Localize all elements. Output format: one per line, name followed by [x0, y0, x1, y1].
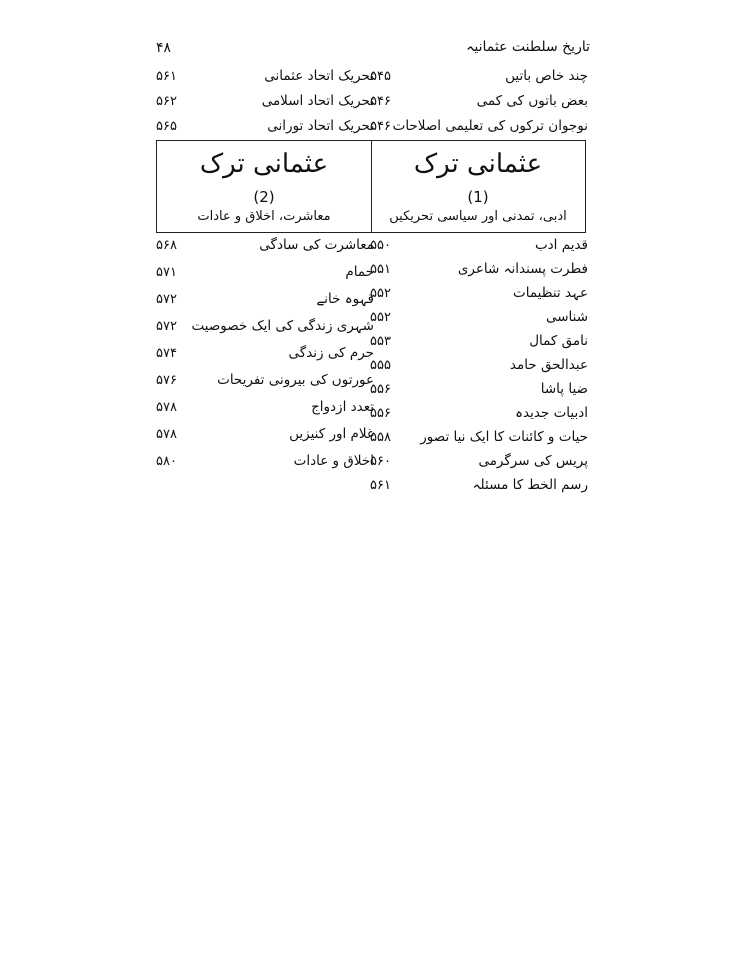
list-item — [370, 309, 588, 331]
entry-page: ۵۶۸ — [156, 238, 177, 253]
entry-page: ۵۷۸ — [156, 400, 177, 415]
entry-title: نوجوان ترکوں کی تعلیمی اصلاحات — [392, 118, 588, 134]
section-number: (2) — [253, 188, 275, 206]
entry-title: بعض باتوں کی کمی — [476, 93, 588, 109]
entry-page: ۵۵۲ — [370, 286, 391, 301]
entry-title: عہد تنظیمات — [513, 285, 588, 301]
list-item — [156, 399, 374, 421]
entry-title: رسم الخط کا مسئلہ — [472, 477, 588, 493]
entry-page: ۵۷۶ — [156, 373, 177, 388]
list-item — [156, 118, 374, 140]
entry-title: پریس کی سرگرمی — [478, 453, 588, 469]
entry-page: ۵۷۴ — [156, 346, 177, 361]
list-item — [156, 264, 374, 286]
entry-page: ۵۵۰ — [370, 238, 391, 253]
list-item — [156, 93, 374, 115]
entry-page: ۵۵۲ — [370, 310, 391, 325]
entry-page: ۵۵۶ — [370, 382, 391, 397]
entry-title: چند خاص باتیں — [505, 68, 588, 84]
list-item — [156, 68, 374, 90]
entry-title: حمام — [345, 264, 374, 280]
entry-title: ادبیات جدیدہ — [515, 405, 588, 421]
entry-page: ۵۶۱ — [156, 69, 177, 84]
entry-title: فطرت پسندانہ شاعری — [457, 261, 588, 277]
list-item — [156, 345, 374, 367]
entry-page: ۵۷۱ — [156, 265, 177, 280]
section-subtitle: معاشرت، اخلاق و عادات — [197, 209, 331, 224]
entry-page: ۵۴۵ — [370, 69, 391, 84]
entry-title: اخلاق و عادات — [293, 453, 374, 469]
entry-page: ۵۴۶ — [370, 119, 391, 134]
list-item — [156, 426, 374, 448]
entry-page: ۵۶۱ — [370, 478, 391, 493]
section-box-1 — [370, 140, 586, 233]
entry-page: ۵۵۸ — [370, 430, 391, 445]
page-number: ۴۸ — [156, 40, 172, 56]
entry-title: شہری زندگی کی ایک خصوصیت — [191, 318, 374, 334]
running-header: تاریخ سلطنت عثمانیہ — [466, 39, 590, 55]
list-item — [370, 118, 588, 140]
entry-title: تعدد ازدواج — [311, 399, 374, 415]
list-item — [370, 405, 588, 427]
entry-title: تحریک اتحاد تورانی — [267, 118, 374, 134]
entry-page: ۵۸۰ — [156, 454, 177, 469]
list-item — [370, 453, 588, 475]
entry-title: معاشرت کی سادگی — [259, 237, 374, 253]
entry-title: تحریک اتحاد اسلامی — [261, 93, 374, 109]
list-item — [370, 261, 588, 283]
entry-page: ۵۶۰ — [370, 454, 391, 469]
section-box-2 — [156, 140, 372, 233]
list-item — [370, 477, 588, 499]
list-item — [370, 68, 588, 90]
section-title: عثمانی ترک — [413, 149, 543, 179]
entry-title: عورتوں کی بیرونی تفریحات — [217, 372, 374, 388]
entry-page: ۵۶۵ — [156, 119, 177, 134]
entry-title: ضیا پاشا — [540, 381, 588, 397]
entry-page: ۵۶۲ — [156, 94, 177, 109]
entry-page: ۵۷۲ — [156, 292, 177, 307]
section-title: عثمانی ترک — [199, 149, 329, 179]
list-item — [370, 381, 588, 403]
list-item — [156, 318, 374, 340]
entry-page: ۵۵۳ — [370, 334, 391, 349]
entry-title: شناسی — [545, 309, 588, 325]
list-item — [156, 372, 374, 394]
list-item — [156, 291, 374, 313]
list-item — [370, 237, 588, 259]
list-item — [370, 333, 588, 355]
entry-title: حیات و کائنات کا ایک نیا تصور — [420, 429, 588, 445]
entry-page: ۵۷۸ — [156, 427, 177, 442]
entry-title: تحریک اتحاد عثمانی — [264, 68, 374, 84]
list-item — [370, 285, 588, 307]
entry-title: قدیم ادب — [534, 237, 588, 253]
list-item — [370, 93, 588, 115]
list-item — [370, 429, 588, 451]
list-item — [370, 357, 588, 379]
entry-page: ۵۵۱ — [370, 262, 391, 277]
entry-page: ۵۴۶ — [370, 94, 391, 109]
entry-title: نامق کمال — [529, 333, 588, 349]
section-subtitle: ادبی، تمدنی اور سیاسی تحریکیں — [389, 209, 567, 224]
entry-title: قہوہ خانے — [316, 291, 374, 307]
entry-page: ۵۷۲ — [156, 319, 177, 334]
entry-title: غلام اور کنیزیں — [289, 426, 374, 442]
list-item — [156, 237, 374, 259]
entry-title: عبدالحق حامد — [509, 357, 588, 373]
entry-page: ۵۵۶ — [370, 406, 391, 421]
entry-title: حرم کی زندگی — [288, 345, 374, 361]
section-number: (1) — [467, 188, 489, 206]
list-item — [156, 453, 374, 475]
entry-page: ۵۵۵ — [370, 358, 391, 373]
